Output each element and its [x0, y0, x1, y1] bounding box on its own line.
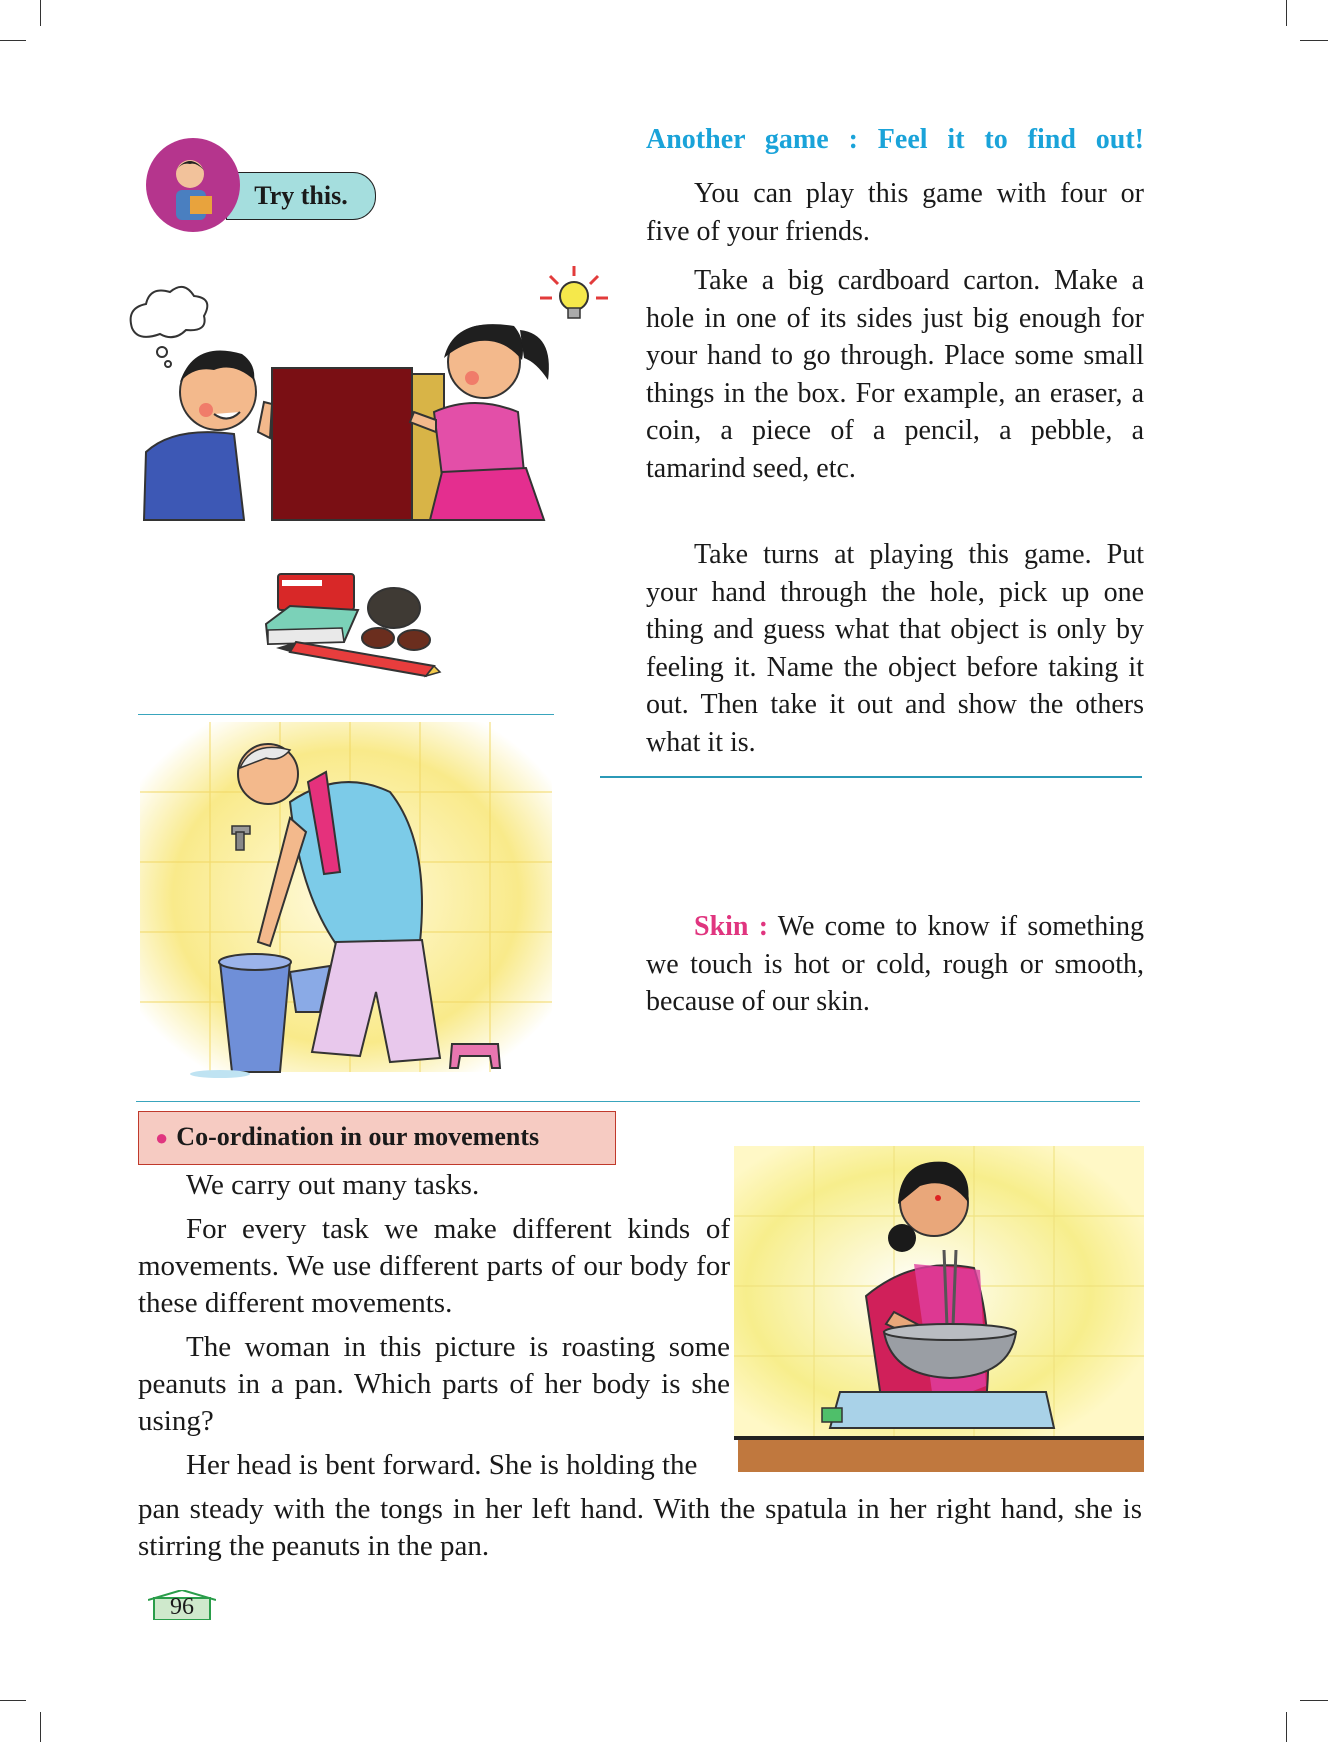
crop-mark	[1286, 0, 1287, 26]
skin-paragraph: Skin : We come to know if something we touch is hot or cold, rough or smooth, because of our skin.	[646, 911, 1144, 1017]
old-man-illustration	[140, 722, 552, 1084]
left-section-rule	[138, 714, 554, 715]
coordination-p2: For every task we make different kinds of movements. We use different parts of our body for these different movements.	[138, 1213, 730, 1319]
coordination-p4b: pan steady with the tongs in her left hand. With the spatula in her right hand, she is stirring the peanuts in the pan.	[138, 1493, 1142, 1562]
objects-illustration	[262, 570, 442, 682]
coordination-p1: We carry out many tasks.	[186, 1169, 480, 1201]
try-this-label: Try this.	[226, 172, 376, 220]
coordination-p4a: Her head is bent forward. She is holding the	[186, 1449, 698, 1481]
page-number: 96	[170, 1594, 194, 1620]
crop-mark	[0, 1700, 26, 1701]
page-number-badge	[148, 1590, 216, 1620]
kids-box-illustration	[124, 262, 616, 524]
woman-cooking-illustration	[734, 1146, 1144, 1476]
bullet-icon: ●	[155, 1125, 169, 1150]
game-paragraph-3: Take turns at playing this game. Put your hand through the hole, pick up one thing and guess what that object is only by feeling it. Name the object before taking it out. Then take it out and show the others what it is.	[646, 539, 1144, 758]
game-section-rule	[600, 776, 1142, 778]
game-heading: Another game : Feel it to find out!	[646, 124, 1144, 155]
crop-mark	[1300, 1700, 1328, 1701]
skin-section-rule	[136, 1101, 1140, 1102]
coordination-p3: The woman in this picture is roasting some peanuts in a pan. Which parts of her body is she using?	[138, 1331, 730, 1437]
coordination-heading-box	[138, 1111, 616, 1165]
crop-mark	[0, 40, 26, 41]
crop-mark	[40, 0, 41, 26]
crop-mark	[1286, 1712, 1287, 1742]
crop-mark	[40, 1712, 41, 1742]
coordination-heading: Co-ordination in our movements	[176, 1122, 540, 1151]
game-paragraph-2: Take a big cardboard carton. Make a hole in one of its sides just big enough for your hand to go through. Place some small things in the box. For example, an eraser, a coin, a piece of a pencil, a pebble, a tamarind seed, etc.	[646, 265, 1144, 484]
skin-term: Skin :	[694, 911, 769, 942]
game-paragraph-1: You can play this game with four or five of your friends.	[646, 178, 1144, 247]
crop-mark	[1300, 40, 1328, 41]
try-this-icon	[146, 138, 240, 232]
